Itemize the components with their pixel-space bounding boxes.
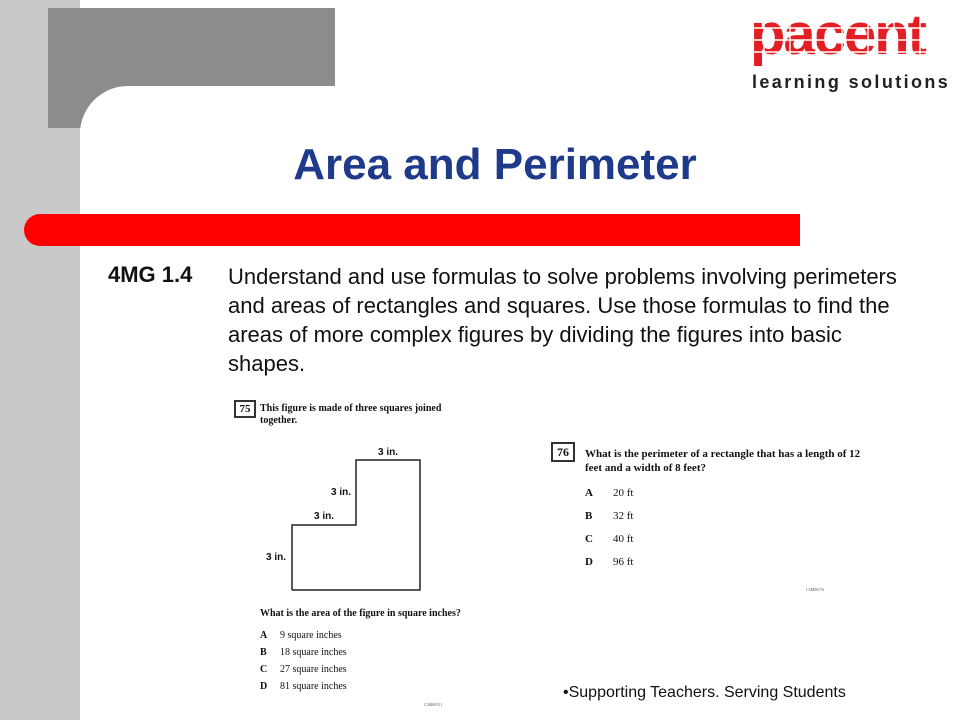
question-75-text: What is the area of the figure in square inches? — [260, 608, 461, 619]
answer-option: C 40 ft — [585, 533, 634, 545]
answer-option: D 96 ft — [585, 556, 634, 568]
answer-option: C 27 square inches — [260, 664, 347, 675]
pacent-logo — [742, 2, 954, 98]
logo-tagline: learning solutions — [752, 72, 951, 92]
figure-label-top: 3 in. — [378, 447, 399, 458]
question-75-prompt: This figure is made of three squares joined together. — [260, 403, 442, 426]
question-76-number: 76 — [551, 442, 575, 462]
question-76-code: C3M00176 — [806, 587, 825, 592]
figure-label-left: 3 in. — [266, 552, 287, 563]
answer-option: B 18 square inches — [260, 647, 347, 658]
answer-option: A 9 square inches — [260, 630, 342, 641]
standard-code: 4MG 1.4 — [108, 262, 193, 287]
logo-grid-icon — [742, 2, 954, 72]
answer-option: D 81 square inches — [260, 681, 347, 692]
question-75-code: C3M00151 — [424, 702, 443, 707]
answer-option: B 32 ft — [585, 510, 634, 522]
figure-label-step: 3 in. — [314, 511, 335, 522]
question-76-prompt: What is the perimeter of a rectangle that has a length of 12 feet and a width of 8 feet? — [585, 448, 861, 474]
figure-label-upper-left: 3 in. — [331, 487, 352, 498]
footer-tagline: •Supporting Teachers. Serving Students — [563, 684, 846, 701]
slide-title: Area and Perimeter — [293, 140, 697, 189]
standard-text: Understand and use formulas to solve problems involving perimeters and areas of rectangles and squares. Use those formulas to find the areas of more complex figures by dividing the figures into basic shapes. — [228, 264, 897, 376]
answer-option: A 20 ft — [585, 487, 634, 499]
title-underline-bar — [24, 214, 800, 246]
question-75-number: 75 — [234, 400, 256, 418]
